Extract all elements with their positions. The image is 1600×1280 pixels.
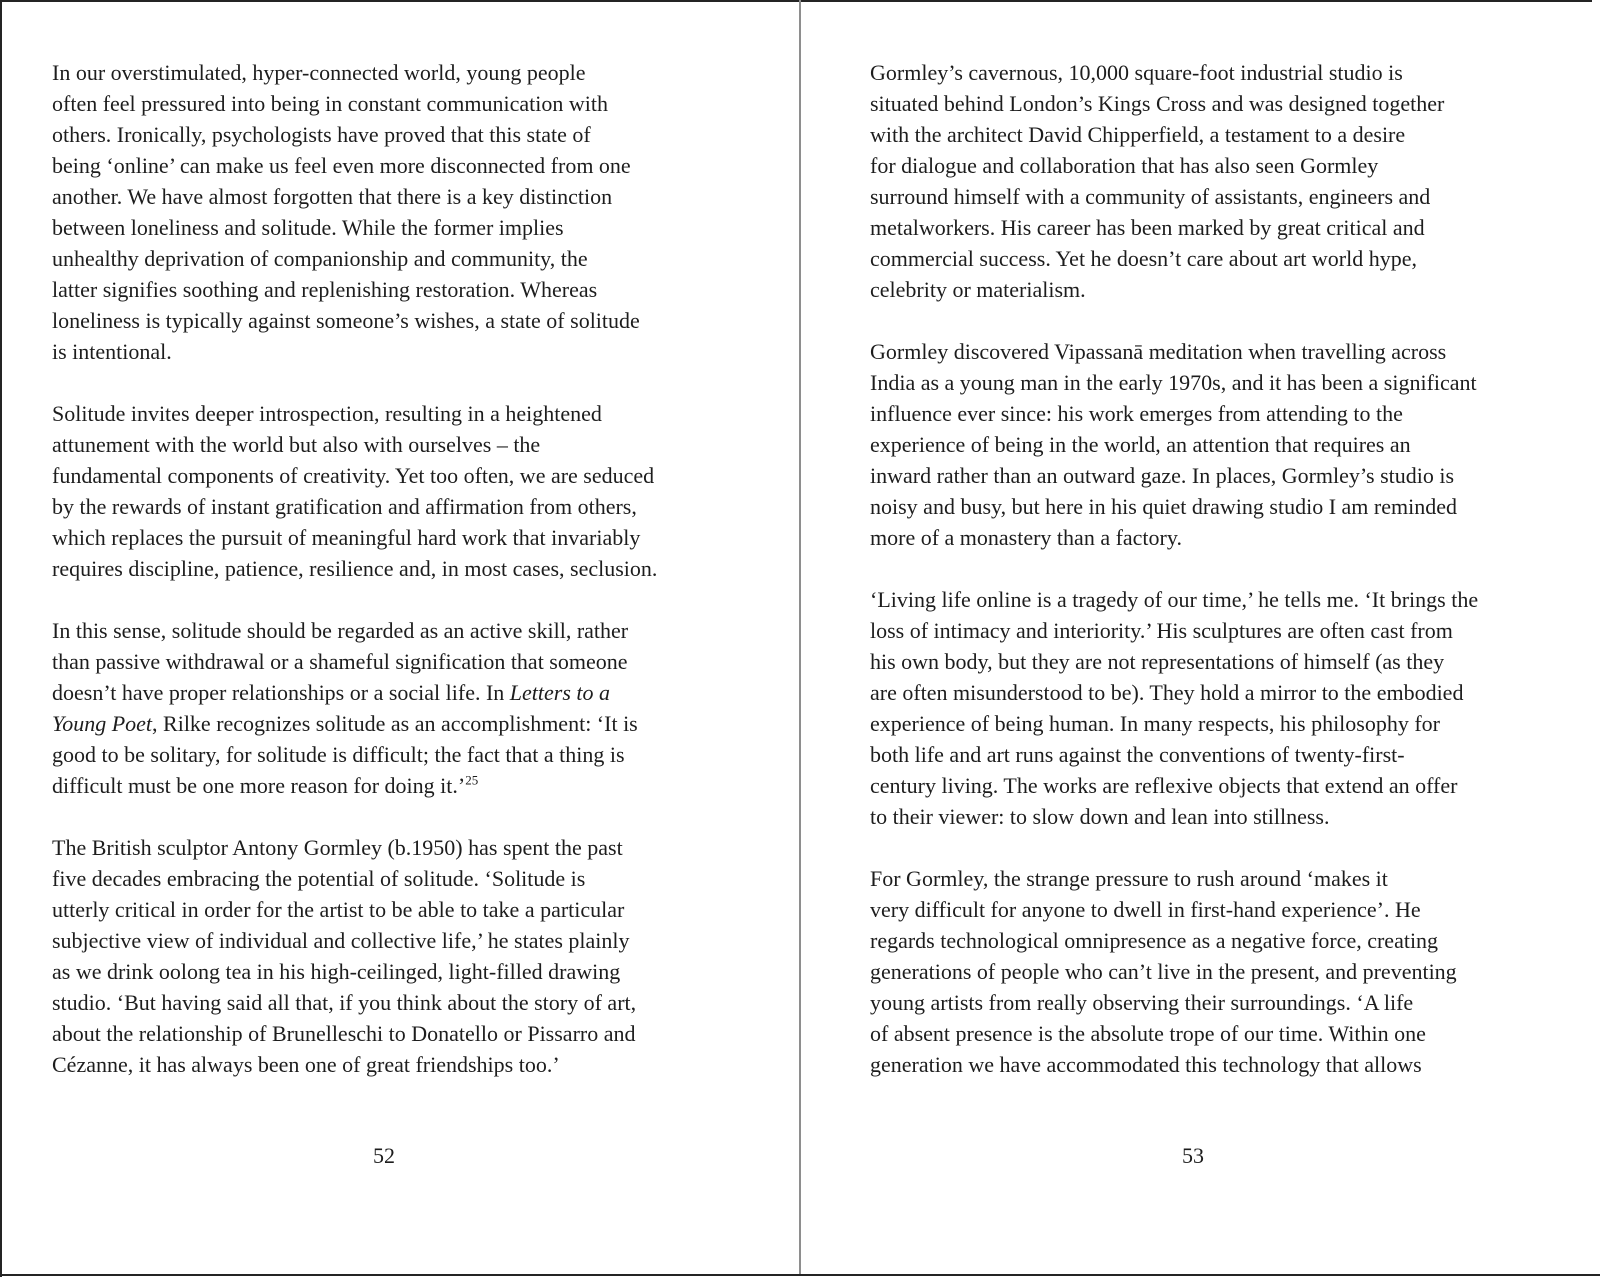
text-line (52, 212, 716, 243)
text-segment: generations of people who can’t live in the present, and preventing (870, 959, 1457, 984)
text-line (52, 863, 716, 894)
text-segment: attunement with the world but also with ourselves – the (52, 432, 541, 457)
text-segment: In this sense, solitude should be regarded as an active skill, rather (52, 618, 629, 643)
text-segment: as we drink oolong tea in his high-ceilinged, light-filled drawing (52, 959, 621, 984)
paragraph (52, 615, 716, 801)
page-number: 52 (373, 1143, 395, 1168)
text-segment: situated behind London’s Kings Cross and was designed together (870, 91, 1445, 116)
text-segment: requires discipline, patience, resilience and, in most cases, seclusion. (52, 556, 658, 581)
text-line (870, 584, 1516, 615)
italic-text: Young Poet (52, 711, 153, 736)
text-segment: of absent presence is the absolute trope of our time. Within one (870, 1021, 1426, 1046)
text-line (870, 646, 1516, 677)
text-segment: noisy and busy, but here in his quiet drawing studio I am reminded (870, 494, 1457, 519)
text-line (52, 429, 716, 460)
text-segment: experience of being in the world, an attention that requires an (870, 432, 1411, 457)
text-segment: century living. The works are reflexive objects that extend an offer (870, 773, 1458, 798)
text-line (870, 770, 1516, 801)
text-segment: is intentional. (52, 339, 172, 364)
text-line (52, 646, 716, 677)
text-line (52, 677, 716, 708)
text-line (52, 925, 716, 956)
text-line (52, 460, 716, 491)
text-line (52, 1049, 716, 1080)
text-segment: unhealthy deprivation of companionship and community, the (52, 246, 588, 271)
text-segment: fundamental components of creativity. Yet too often, we are seduced (52, 463, 655, 488)
text-segment: than passive withdrawal or a shameful signification that someone (52, 649, 628, 674)
text-line (870, 429, 1516, 460)
text-line (52, 88, 716, 119)
text-line (52, 336, 716, 367)
text-segment: five decades embracing the potential of solitude. ‘Solitude is (52, 866, 586, 891)
text-segment: generation we have accommodated this technology that allows (870, 1052, 1422, 1077)
text-segment: For Gormley, the strange pressure to rush around ‘makes it (870, 866, 1388, 891)
text-segment: good to be solitary, for solitude is difficult; the fact that a thing is (52, 742, 625, 767)
text-line (52, 491, 716, 522)
text-segment: ‘Living life online is a tragedy of our time,’ he tells me. ‘It brings the (870, 587, 1479, 612)
text-line (52, 739, 716, 770)
text-segment: Gormley’s cavernous, 10,000 square-foot industrial studio is (870, 60, 1403, 85)
text-line (52, 150, 716, 181)
page-body (870, 57, 1516, 1080)
text-segment: others. Ironically, psychologists have proved that this state of (52, 122, 591, 147)
text-line (870, 1018, 1516, 1049)
text-segment: being ‘online’ can make us feel even more disconnected from one (52, 153, 631, 178)
text-line (870, 88, 1516, 119)
text-line (52, 243, 716, 274)
text-segment: studio. ‘But having said all that, if you think about the story of art, (52, 990, 637, 1015)
text-line (870, 894, 1516, 925)
page-edge-left (0, 0, 2, 1277)
text-segment: commercial success. Yet he doesn’t care about art world hype, (870, 246, 1417, 271)
text-line (870, 1049, 1516, 1080)
text-line (870, 367, 1516, 398)
paragraph (870, 336, 1516, 553)
text-line (52, 894, 716, 925)
text-line (52, 57, 716, 88)
text-line (52, 770, 716, 801)
text-segment: for dialogue and collaboration that has also seen Gormley (870, 153, 1379, 178)
text-segment: to their viewer: to slow down and lean into stillness. (870, 804, 1330, 829)
text-segment: In our overstimulated, hyper-connected world, young people (52, 60, 586, 85)
text-line (870, 243, 1516, 274)
text-segment: young artists from really observing their surroundings. ‘A life (870, 990, 1414, 1015)
italic-text: Letters to a (509, 680, 611, 705)
text-line (870, 956, 1516, 987)
text-segment: both life and art runs against the conventions of twenty-first- (870, 742, 1405, 767)
text-line (870, 398, 1516, 429)
text-line (870, 336, 1516, 367)
paragraph (52, 398, 716, 584)
text-segment: doesn’t have proper relationships or a social life. In (52, 680, 510, 705)
page-right (870, 0, 1516, 1280)
text-line (52, 615, 716, 646)
paragraph (870, 584, 1516, 832)
text-line (870, 925, 1516, 956)
text-line (870, 181, 1516, 212)
text-segment: regards technological omnipresence as a negative force, creating (870, 928, 1439, 953)
text-line (52, 522, 716, 553)
text-line (870, 212, 1516, 243)
text-line (870, 522, 1516, 553)
text-segment: utterly critical in order for the artist to be able to take a particular (52, 897, 625, 922)
text-segment: more of a monastery than a factory. (870, 525, 1182, 550)
text-segment: loss of intimacy and interiority.’ His sculptures are often cast from (870, 618, 1453, 643)
text-line (52, 553, 716, 584)
footnote-reference: 25 (465, 772, 479, 788)
text-line (870, 57, 1516, 88)
text-line (870, 491, 1516, 522)
text-segment: by the rewards of instant gratification and affirmation from others, (52, 494, 637, 519)
text-line (870, 274, 1516, 305)
paragraph (52, 832, 716, 1080)
text-segment: , Rilke recognizes solitude as an accomplishment: ‘It is (152, 711, 638, 736)
text-segment: influence ever since: his work emerges from attending to the (870, 401, 1403, 426)
gutter-divider (799, 0, 801, 1274)
text-line (870, 801, 1516, 832)
text-segment: Cézanne, it has always been one of great friendships too.’ (52, 1052, 560, 1077)
text-segment: metalworkers. His career has been marked by great critical and (870, 215, 1425, 240)
text-line (870, 677, 1516, 708)
paragraph (870, 57, 1516, 305)
text-segment: India as a young man in the early 1970s, and it has been a significant (870, 370, 1477, 395)
text-segment: which replaces the pursuit of meaningful hard work that invariably (52, 525, 641, 550)
text-segment: surround himself with a community of assistants, engineers and (870, 184, 1431, 209)
text-line (870, 615, 1516, 646)
text-line (52, 398, 716, 429)
page-number: 53 (1182, 1143, 1204, 1168)
text-line (870, 460, 1516, 491)
text-segment: very difficult for anyone to dwell in first-hand experience’. He (870, 897, 1421, 922)
text-segment: experience of being human. In many respects, his philosophy for (870, 711, 1441, 736)
text-segment: subjective view of individual and collective life,’ he states plainly (52, 928, 630, 953)
text-segment: are often misunderstood to be). They hold a mirror to the embodied (870, 680, 1464, 705)
text-line (52, 832, 716, 863)
text-segment: latter signifies soothing and replenishing restoration. Whereas (52, 277, 598, 302)
text-line (870, 150, 1516, 181)
paragraph (52, 57, 716, 367)
text-segment: between loneliness and solitude. While the former implies (52, 215, 564, 240)
text-line (52, 274, 716, 305)
text-segment: difficult must be one more reason for doing it.’ (52, 773, 466, 798)
text-segment: another. We have almost forgotten that there is a key distinction (52, 184, 613, 209)
text-segment: his own body, but they are not representations of himself (as they (870, 649, 1445, 674)
text-line (52, 987, 716, 1018)
text-line (52, 181, 716, 212)
text-segment: often feel pressured into being in constant communication with (52, 91, 608, 116)
text-segment: The British sculptor Antony Gormley (b.1950) has spent the past (52, 835, 623, 860)
text-segment: celebrity or materialism. (870, 277, 1086, 302)
text-line (52, 956, 716, 987)
text-line (52, 119, 716, 150)
page-left (52, 0, 716, 1280)
paragraph (870, 863, 1516, 1080)
text-line (870, 739, 1516, 770)
text-line (870, 863, 1516, 894)
text-line (52, 305, 716, 336)
text-line (52, 708, 716, 739)
text-line (52, 1018, 716, 1049)
text-segment: loneliness is typically against someone’s wishes, a state of solitude (52, 308, 640, 333)
text-line (870, 987, 1516, 1018)
page-body (52, 57, 716, 1080)
text-segment: about the relationship of Brunelleschi to Donatello or Pissarro and (52, 1021, 636, 1046)
text-line (870, 119, 1516, 150)
text-segment: Solitude invites deeper introspection, resulting in a heightened (52, 401, 602, 426)
text-segment: with the architect David Chipperfield, a testament to a desire (870, 122, 1406, 147)
text-line (870, 708, 1516, 739)
text-segment: inward rather than an outward gaze. In places, Gormley’s studio is (870, 463, 1455, 488)
text-segment: Gormley discovered Vipassanā meditation when travelling across (870, 339, 1447, 364)
